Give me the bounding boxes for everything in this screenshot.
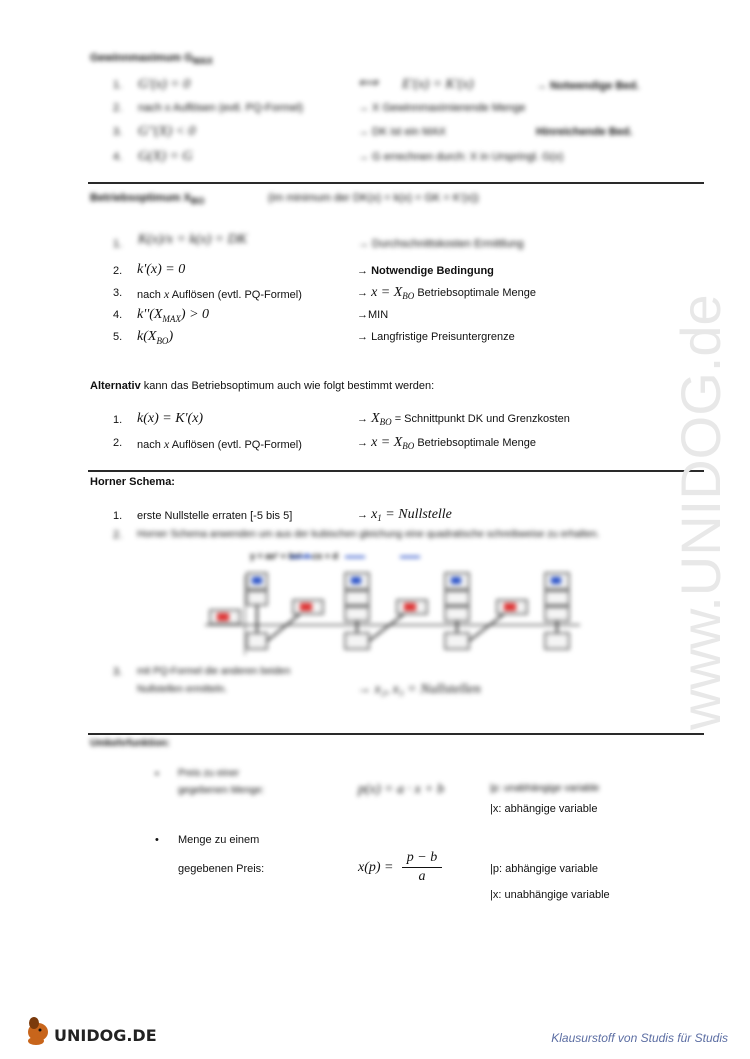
unidog-logo <box>20 1010 180 1050</box>
betrieb-row2-note: → Notwendige Bedingung <box>357 265 494 277</box>
betrieb-row2-num: 2. <box>113 265 123 277</box>
gewinn-row4-num: 4. <box>113 151 123 163</box>
alternativ-lead: Alternativ kann das Betriebsoptimum auch wie folgt bestimmt werden: <box>90 380 435 392</box>
gewinn-row1-note: → Notwendige Bed. <box>536 80 640 92</box>
betrieb-row2-formula: k'(x) = 0 <box>137 262 186 277</box>
umkehr-item2-line1: Menge zu einem <box>178 834 260 846</box>
gewinn-row3-formula: G''(X) < 0 <box>138 124 196 139</box>
gewinn-row4-formula: G(X) = G <box>138 149 193 164</box>
umkehr-item1-formula: p(x) = a · x + b <box>358 782 445 797</box>
betrieb-row3-formula: nach x Auflösen (evtl. PQ-Formel) <box>137 287 302 301</box>
umkehr-item2-v2: |x: unabhängige variable <box>490 889 610 901</box>
umkehr-item1-line1: Preis zu einer <box>178 768 240 779</box>
gewinn-row1-formula: G'(x) = 0 <box>138 77 191 92</box>
gewinn-row1-equiv: ⟺ <box>358 76 379 91</box>
umkehr-item2-line2: gegebenen Preis: <box>178 863 265 875</box>
umkehr-item1-v2: |x: abhängige variable <box>490 803 598 815</box>
betrieb-row4-formula: $k''(X_{MAX}) > 0$ <box>137 307 210 325</box>
gewinn-row1-num: 1. <box>113 79 123 91</box>
alt-row2-num: 2. <box>113 437 123 449</box>
fraction-bar <box>402 867 442 868</box>
alt-row2-formula: nach x Auflösen (evtl. PQ-Formel) <box>137 437 302 451</box>
umkehr-item1-v1: |p: unabhängige variable <box>490 783 600 794</box>
betrieb-row1-formula: K(x)/x = k(x) = DK <box>138 232 248 247</box>
horner-row3-text2: Nullstellen ermitteln. <box>137 684 228 695</box>
betrieb-row5-note: → Langfristige Preisuntergrenze <box>357 331 515 343</box>
horner-row3-note: → x₂, x₃ = Nullstellen <box>357 682 481 697</box>
fraction-denominator: a <box>418 869 426 884</box>
horner-row3-num: 3. <box>113 666 123 678</box>
alt-row1-num: 1. <box>113 414 123 426</box>
betrieb-row5-formula: $k(X_{BO})$ <box>137 329 174 347</box>
betrieb-row1-note: → Durchschnittskosten Ermittlung <box>358 238 524 250</box>
horner-title: Horner Schema: <box>90 476 175 488</box>
umkehr-item2-v1: |p: abhängige variable <box>490 863 599 875</box>
gewinn-row2-formula: nach x Auflösen (evtl. PQ-Formel) <box>138 102 304 114</box>
umkehr-item2-fraction <box>402 850 442 885</box>
horner-row1-text: erste Nullstelle erraten [-5 bis 5] <box>137 510 293 522</box>
betrieb-row3-num: 3. <box>113 287 123 299</box>
gewinn-row3-note: → DK ist ein MAX <box>358 126 447 138</box>
umkehr-item1-line2: gegebenen Menge: <box>178 785 265 796</box>
svg-text:UNIDOG.DE: UNIDOG.DE <box>54 1026 157 1045</box>
horner-schema-diagram <box>205 545 585 665</box>
alt-row1-note: → $X_{BO}$ = Schnittpunkt DK und Grenzkosten <box>357 411 570 428</box>
betrieb-row5-num: 5. <box>113 331 123 343</box>
betrieb-title: Betriebsoptimum X <box>90 192 191 204</box>
footer-tagline: Klausurstoff von Studis für Studis <box>551 1031 728 1045</box>
gewinn-title: Gewinnmaximum $G_{MAX}$ <box>90 52 213 67</box>
svg-text:www.UNIDOG.de: www.UNIDOG.de <box>669 294 732 730</box>
betrieb-row1-num: 1. <box>113 238 123 250</box>
umkehr-item2-formula-lhs: x(p) = <box>358 860 394 875</box>
divider-1 <box>88 182 704 184</box>
fraction-numerator: p − b <box>406 850 438 865</box>
svg-text:y = ax³ + bx² + cx + d: y = ax³ + bx² + cx + d <box>250 551 339 561</box>
horner-row1-note: → $x_1$ = Nullstelle <box>357 507 452 524</box>
gewinn-row1-formula2: E'(x) = K'(x) <box>402 77 474 92</box>
umkehr-bullet-2: • <box>155 834 159 846</box>
gewinn-row3-num: 3. <box>113 126 123 138</box>
betrieb-row4-num: 4. <box>113 309 123 321</box>
betrieb-subtitle: (im minimum der DK(x) = k(x) = GK = K'(x)) <box>268 192 479 204</box>
gewinn-row2-note: → X Gewinnmaximierende Menge <box>358 102 526 114</box>
umkehr-bullet-1: • <box>155 768 159 780</box>
gewinn-row3-note2: Hinreichende Bed. <box>536 126 633 138</box>
betrieb-row3-note: → $x = X_{BO}$ Betriebsoptimale Menge <box>357 285 536 302</box>
divider-3 <box>88 733 704 735</box>
horner-row1-num: 1. <box>113 510 123 522</box>
divider-2 <box>88 470 704 472</box>
watermark <box>630 270 740 740</box>
horner-row2-num: 2. <box>113 529 123 541</box>
betrieb-row4-note: →MIN <box>357 309 389 321</box>
umkehr-title: Umkehrfunktion: <box>90 738 170 749</box>
gewinn-row4-note: → G errechnen durch: X in Urspringl. G(x) <box>358 151 564 163</box>
alt-row1-formula: k(x) = K'(x) <box>137 411 204 426</box>
alt-row2-note: → $x = X_{BO}$ Betriebsoptimale Menge <box>357 435 536 452</box>
gewinn-row2-num: 2. <box>113 102 123 114</box>
horner-row3-text: mit PQ-Formel die anderen beiden <box>137 666 291 677</box>
horner-row2-text: Horner Schema anwenden um aus der kubischen gleichung eine quadratische schreibweise zu erhalten. <box>137 529 600 540</box>
